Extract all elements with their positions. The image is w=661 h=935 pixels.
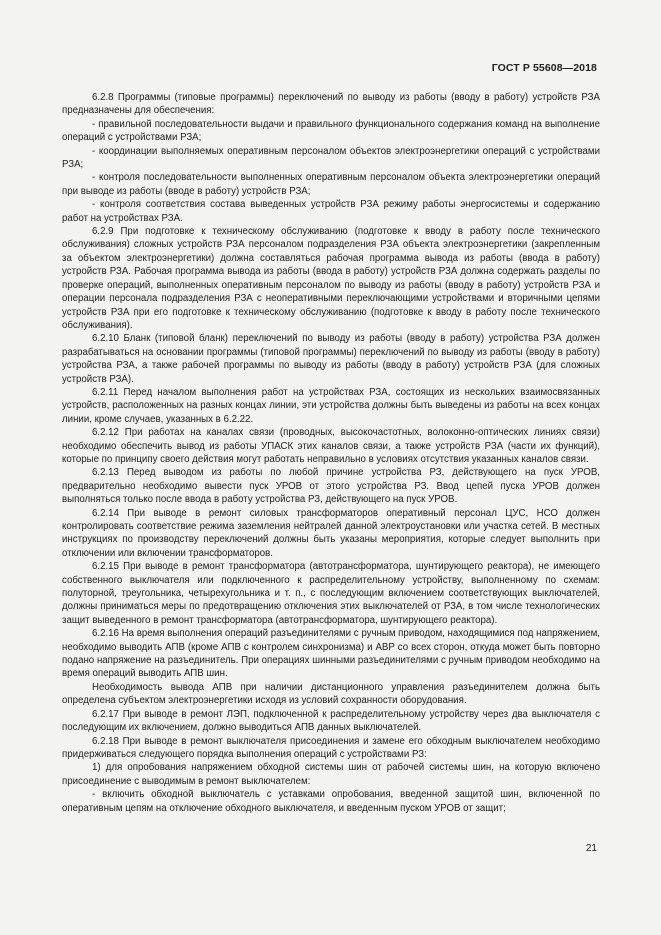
paragraph: - правильной последовательности выдачи и правильного функционального содержания команд на выполнение операций с устройствами РЗА; [62, 118, 600, 144]
paragraph: 6.2.13 Перед выводом из работы по любой причине устройства РЗ, действующего на пуск УРОВ, предварительно необходимо вывести пуск УРОВ от этого устройства РЗ. Ввод цепей пуска УРОВ должен выполняться только после ввода в работу устройства РЗ, действующего на пуск УРОВ. [62, 467, 600, 506]
paragraph: 6.2.12 При работах на каналах связи (проводных, высокочастотных, волоконно-оптических линиях связи) необходимо обеспечить вывод из работы УПАСК этих каналов связи, а также устройств РЗА (части их функций), которые по принципу своего действия могут работать неправильно в условиях отсутствия указанных каналов связи. [62, 427, 600, 465]
paragraph: 6.2.18 При выводе в ремонт выключателя присоединения и замене его обходным выключателем необходимо придерживаться следующего порядка выполнения операций с устройствами РЗ: [62, 735, 600, 760]
paragraph: 6.2.10 Бланк (типовой бланк) переключений по выводу из работы (вводу в работу) устройства РЗА должен разрабатываться на основании программы (типовой программы) переключений по выводу из работы (вводу в работу) устройства РЗА, а также рабочей программы по выводу из работы (вводу в работу) устройств РЗА (для сложных устройств РЗА). [62, 333, 600, 385]
paragraph: - включить обходной выключатель с уставками опробования, введенной защитой шин, включенной по оперативным цепям на отключение обходного выключателя, и введенным пуском УРОВ от защит; [62, 789, 600, 814]
paragraph: 6.2.9 При подготовке к техническому обслуживанию (подготовке к вводу в работу после технического обслуживания) сложных устройств РЗА персоналом подразделения РЗА объекта электроэнергетики (закрепленным за объектом электроэнергетики) должна составляться рабочая программа вывода из работы (ввода в работу) устройств РЗА. Рабочая программа вывода из работы (ввода в работу) устройств РЗА должна содержать разделы по проверке операций, выполненных оперативным персоналом по выводу из работы (вводу в работу) устройств РЗА и операции персонала подразделения РЗА с неоперативными переключающими устройствами и вторичными цепями устройств РЗА при его подготовке к техническому обслуживанию (подготовке к вводу в работу после технического обслуживания). [62, 226, 600, 331]
paragraph: - контроля соответствия состава выведенных устройств РЗА режиму работы энергосистемы и содержанию работ на устройствах РЗА. [62, 199, 600, 224]
paragraph: 6.2.14 При выводе в ремонт силовых трансформаторов оперативный персонал ЦУС, НСО должен контролировать соответствие режима заземления нейтралей данной электроустановки или участка сетей. В местных инструкциях по производству переключений должны быть указаны мероприятия, которые следует выполнить при отключении или включении трансформаторов. [62, 507, 600, 559]
page-number: 21 [585, 843, 597, 854]
paragraph: 1) для опробования напряжением обходной системы шин от рабочей системы шин, на которую включено присоединение с выводимым в ремонт выключателем: [62, 762, 600, 787]
document-body [62, 91, 600, 815]
paragraph: Необходимость вывода АПВ при наличии дистанционного управления разъединителем должна быть определена субъектом электроэнергетики исходя из условий сохранности оборудования. [62, 681, 600, 707]
paragraph: 6.2.17 При выводе в ремонт ЛЭП, подключенной к распределительному устройству через два выключателя с последующим их включением, должно выводиться АПВ данных выключателей. [62, 708, 600, 734]
paragraph: - контроля последовательности выполненных оперативным персоналом объекта электроэнергетики операций при выводе из работы (вводе в работу) устройств РЗА; [62, 172, 600, 197]
paragraph: 6.2.11 Перед началом выполнения работ на устройствах РЗА, состоящих из нескольких взаимосвязанных устройств, расположенных на разных концах линии, эти устройства должны быть выведены из работы на всех концах линии, кроме случаев, указанных в 6.2.22. [62, 386, 600, 425]
paragraph: 6.2.8 Программы (типовые программы) переключений по выводу из работы (вводу в работу) устройств РЗА предназначены для обеспечения: [62, 92, 600, 117]
paragraph: 6.2.16 На время выполнения операций разъединителями с ручным приводом, находящимися под напряжением, необходимо выводить АПВ (кроме АПВ с контролем синхронизма) и АВР со всех сторон, откуда может быть повторно подано напряжение на разъединитель. При операциях шинными разъединителями с ручным приводом необходимо на время операций выводить АПВ шин. [62, 628, 600, 680]
standard-header: ГОСТ Р 55608—2018 [491, 62, 597, 74]
paragraph: 6.2.15 При выводе в ремонт трансформатора (автотрансформатора, шунтирующего реактора), не имеющего собственного выключателя или подключенного к распределительному устройству, выполненному по схемам: полуторной, треугольника, четырехугольника и т. п., с последующим включением соответствующих выключателей, должны приниматься меры по предотвращению отключения этих выключателей от РЗА, в том числе технологических защит выведенного в ремонт трансформатора (автотрансформатора, шунтирующего реактора). [62, 561, 600, 626]
paragraph: - координации выполняемых оперативным персоналом объектов электроэнергетики операций с устройствами РЗА; [62, 145, 600, 171]
